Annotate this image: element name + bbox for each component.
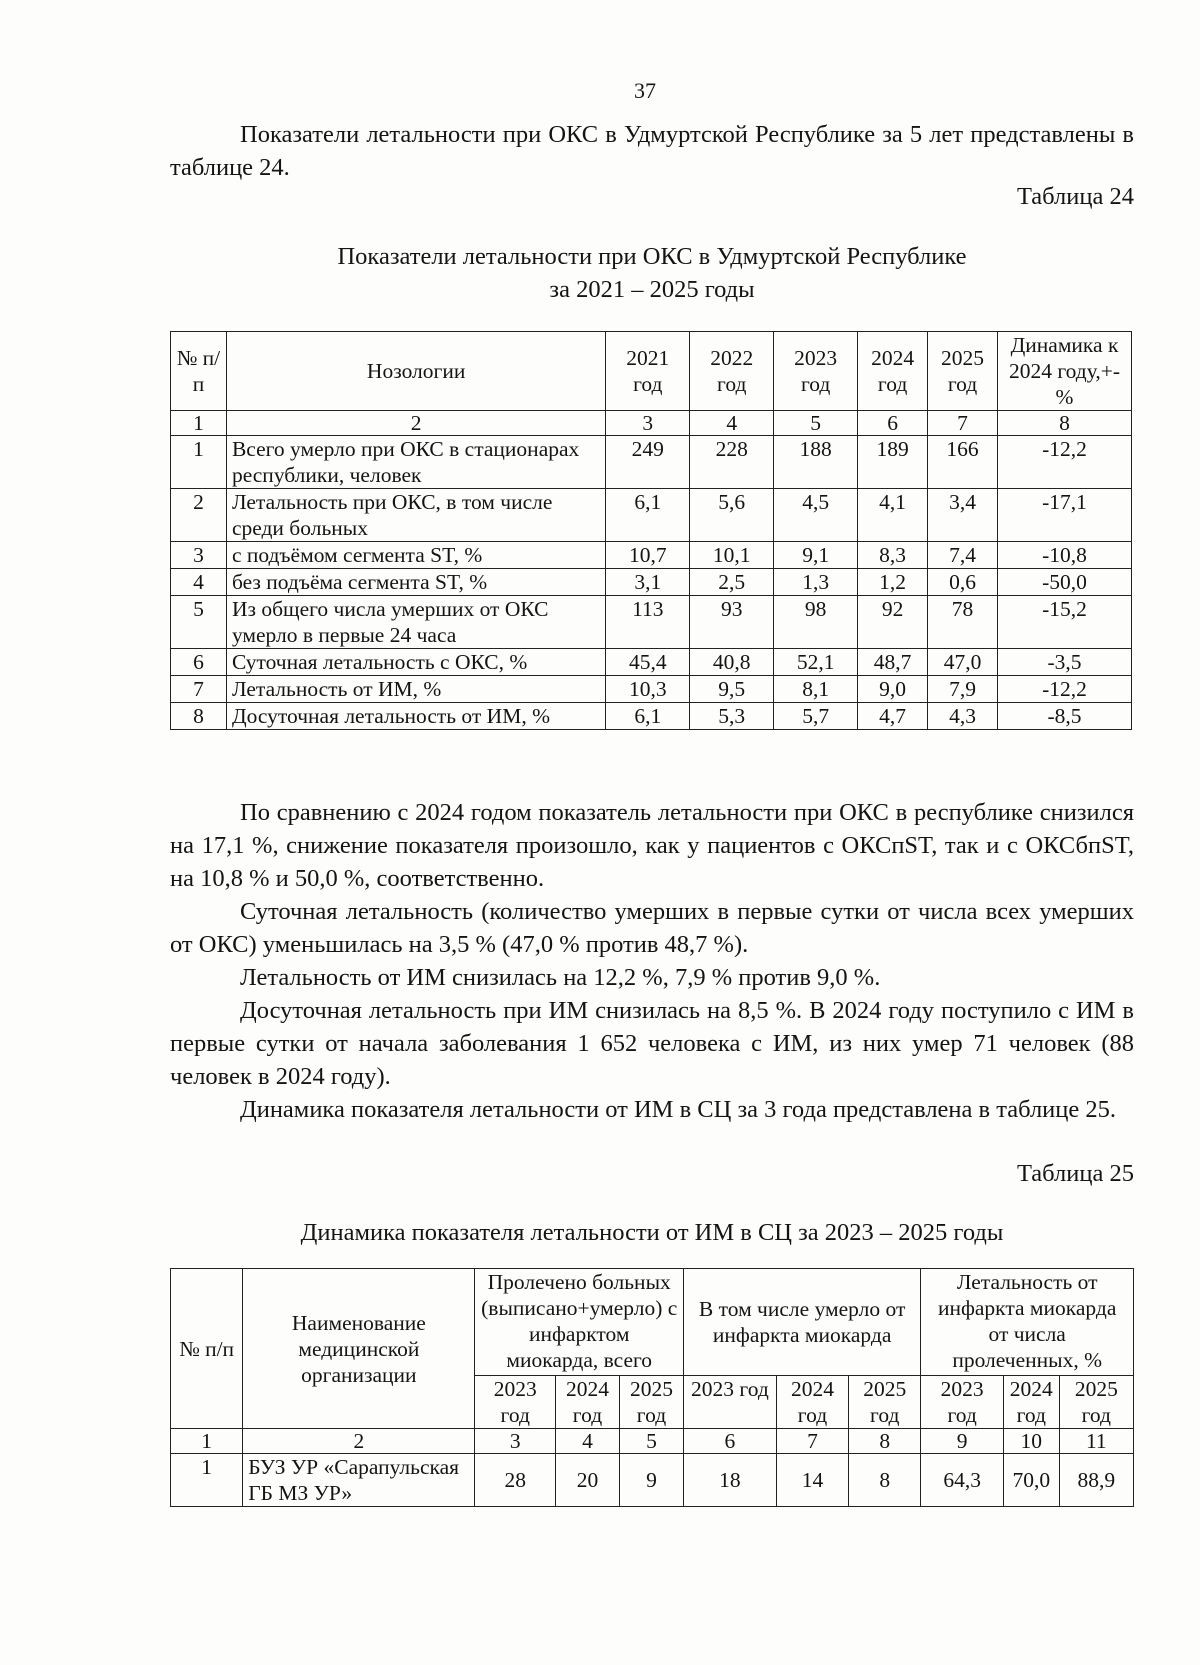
cell-2021: 45,4 xyxy=(606,649,690,676)
cell-dynamics: -10,8 xyxy=(998,542,1132,569)
cell-lethality-2024: 70,0 xyxy=(1003,1454,1059,1507)
cell-2025: 4,3 xyxy=(928,703,998,730)
cell-2024: 9,0 xyxy=(858,676,928,703)
header-lethality: Летальность от инфаркта миокарда от числа пролеченных, % xyxy=(921,1269,1134,1376)
table-24-label: Таблица 24 xyxy=(1016,183,1134,210)
cell-died-2023: 18 xyxy=(683,1454,776,1507)
table-25-column-numbers xyxy=(171,1429,1134,1454)
col-number: 2 xyxy=(226,411,605,436)
table-row xyxy=(171,596,1132,649)
row-num: 4 xyxy=(171,569,227,596)
col-number: 5 xyxy=(619,1429,683,1454)
header-dynamics: Динамика к 2024 году,+- % xyxy=(998,332,1132,411)
col-number: 7 xyxy=(776,1429,848,1454)
row-num: 1 xyxy=(171,436,227,489)
cell-2021: 10,7 xyxy=(606,542,690,569)
cell-treated-2025: 9 xyxy=(619,1454,683,1507)
row-num: 1 xyxy=(171,1454,243,1507)
cell-lethality-2023: 64,3 xyxy=(921,1454,1004,1507)
cell-2022: 228 xyxy=(690,436,774,489)
row-num: 6 xyxy=(171,649,227,676)
cell-2024: 8,3 xyxy=(858,542,928,569)
cell-2022: 9,5 xyxy=(690,676,774,703)
table-24-caption-line2: за 2021 – 2025 годы xyxy=(549,276,755,303)
col-number: 7 xyxy=(928,411,998,436)
cell-2025: 47,0 xyxy=(928,649,998,676)
row-name: Всего умерло при ОКС в стационарах республики, человек xyxy=(226,436,605,489)
cell-2025: 166 xyxy=(928,436,998,489)
header-year: 2025 год xyxy=(619,1376,683,1429)
row-name: Досуточная летальность от ИМ, % xyxy=(226,703,605,730)
cell-2021: 6,1 xyxy=(606,489,690,542)
paragraph: Летальность от ИМ снизилась на 12,2 %, 7,9 % против 9,0 %. xyxy=(240,964,881,991)
cell-2022: 10,1 xyxy=(690,542,774,569)
cell-2023: 4,5 xyxy=(774,489,858,542)
cell-treated-2023: 28 xyxy=(475,1454,556,1507)
cell-2021: 3,1 xyxy=(606,569,690,596)
cell-2021: 113 xyxy=(606,596,690,649)
header-year: 2024 год xyxy=(1003,1376,1059,1429)
header-2023: 2023 год xyxy=(774,332,858,411)
cell-lethality-2025: 88,9 xyxy=(1059,1454,1133,1507)
row-name: Летальность от ИМ, % xyxy=(226,676,605,703)
col-number: 1 xyxy=(171,1429,243,1454)
cell-2023: 5,7 xyxy=(774,703,858,730)
table-24-caption-line1: Показатели летальности при ОКС в Удмуртской Республике xyxy=(337,243,967,270)
cell-2025: 0,6 xyxy=(928,569,998,596)
header-year: 2023 год xyxy=(475,1376,556,1429)
cell-dynamics: -3,5 xyxy=(998,649,1132,676)
row-name: без подъёма сегмента ST, % xyxy=(226,569,605,596)
col-number: 11 xyxy=(1059,1429,1133,1454)
header-num: № п/п xyxy=(171,1269,243,1429)
cell-2024: 189 xyxy=(858,436,928,489)
col-number: 4 xyxy=(555,1429,619,1454)
table-24-column-numbers xyxy=(171,411,1132,436)
paragraph: Динамика показателя летальности от ИМ в СЦ за 3 года представлена в таблице 25. xyxy=(240,1096,1117,1123)
cell-died-2024: 14 xyxy=(776,1454,848,1507)
cell-2025: 7,4 xyxy=(928,542,998,569)
header-num: № п/п xyxy=(171,332,227,411)
cell-2022: 2,5 xyxy=(690,569,774,596)
cell-2025: 7,9 xyxy=(928,676,998,703)
table-25 xyxy=(170,1268,1134,1507)
paragraph: Суточная летальность (количество умерших в первые сутки от числа всех умерших от ОКС) уменьшилась на 3,5 % (47,0 % против 48,7 %). xyxy=(170,898,1134,958)
header-year: 2023 год xyxy=(683,1376,776,1429)
cell-2024: 92 xyxy=(858,596,928,649)
row-name: Из общего числа умерших от ОКС умерло в первые 24 часа xyxy=(226,596,605,649)
cell-2023: 98 xyxy=(774,596,858,649)
cell-2024: 1,2 xyxy=(858,569,928,596)
table-row xyxy=(171,489,1132,542)
table-25-header-row xyxy=(171,1269,1134,1376)
cell-dynamics: -12,2 xyxy=(998,676,1132,703)
cell-2022: 93 xyxy=(690,596,774,649)
header-year: 2025 год xyxy=(1059,1376,1133,1429)
table-row xyxy=(171,676,1132,703)
row-name: с подъёмом сегмента ST, % xyxy=(226,542,605,569)
col-number: 3 xyxy=(606,411,690,436)
header-2021: 2021 год xyxy=(606,332,690,411)
header-2022: 2022 год xyxy=(690,332,774,411)
header-nosology: Нозологии xyxy=(226,332,605,411)
cell-2023: 1,3 xyxy=(774,569,858,596)
row-name: Летальность при ОКС, в том числе среди больных xyxy=(226,489,605,542)
header-year: 2023 год xyxy=(921,1376,1004,1429)
table-24-caption xyxy=(170,240,1134,306)
row-num: 3 xyxy=(171,542,227,569)
table-25-caption: Динамика показателя летальности от ИМ в СЦ за 2023 – 2025 годы xyxy=(300,1219,1004,1246)
header-died: В том числе умерло от инфаркта миокарда xyxy=(683,1269,920,1376)
table-row xyxy=(171,542,1132,569)
cell-dynamics: -12,2 xyxy=(998,436,1132,489)
cell-2024: 4,1 xyxy=(858,489,928,542)
table-row xyxy=(171,569,1132,596)
cell-2023: 188 xyxy=(774,436,858,489)
row-num: 2 xyxy=(171,489,227,542)
table-row xyxy=(171,703,1132,730)
table-24 xyxy=(170,331,1132,730)
cell-2022: 5,6 xyxy=(690,489,774,542)
col-number: 8 xyxy=(998,411,1132,436)
header-year: 2024 год xyxy=(555,1376,619,1429)
cell-2022: 40,8 xyxy=(690,649,774,676)
table-row xyxy=(171,436,1132,489)
header-2025: 2025 год xyxy=(928,332,998,411)
col-number: 6 xyxy=(683,1429,776,1454)
cell-treated-2024: 20 xyxy=(555,1454,619,1507)
cell-2021: 6,1 xyxy=(606,703,690,730)
cell-2023: 9,1 xyxy=(774,542,858,569)
table-24-header-row xyxy=(171,332,1132,411)
cell-2023: 52,1 xyxy=(774,649,858,676)
header-year: 2024 год xyxy=(776,1376,848,1429)
cell-dynamics: -50,0 xyxy=(998,569,1132,596)
paragraph: По сравнению с 2024 годом показатель летальности при ОКС в республике снизился на 17,1 %, снижение показателя произошло, как у пациентов с ОКСпST, так и с ОКСбпST, на 10,8 % и 50,0 %, соответственно. xyxy=(170,799,1134,892)
row-num: 7 xyxy=(171,676,227,703)
row-name: Суточная летальность с ОКС, % xyxy=(226,649,605,676)
cell-2025: 78 xyxy=(928,596,998,649)
paragraph: Досуточная летальность при ИМ снизилась на 8,5 %. В 2024 году поступило с ИМ в первые сутки от начала заболевания 1 652 человека с ИМ, из них умер 71 человек (88 человек в 2024 году). xyxy=(170,997,1134,1090)
col-number: 1 xyxy=(171,411,227,436)
col-number: 4 xyxy=(690,411,774,436)
cell-dynamics: -17,1 xyxy=(998,489,1132,542)
cell-2025: 3,4 xyxy=(928,489,998,542)
row-num: 5 xyxy=(171,596,227,649)
row-num: 8 xyxy=(171,703,227,730)
table-row xyxy=(171,1454,1134,1507)
row-name: БУЗ УР «Сарапульская ГБ МЗ УР» xyxy=(243,1454,475,1507)
header-2024: 2024 год xyxy=(858,332,928,411)
cell-dynamics: -15,2 xyxy=(998,596,1132,649)
cell-2022: 5,3 xyxy=(690,703,774,730)
header-treated: Пролечено больных (выписано+умерло) с инфарктом миокарда, всего xyxy=(475,1269,683,1376)
col-number: 3 xyxy=(475,1429,556,1454)
cell-2023: 8,1 xyxy=(774,676,858,703)
cell-died-2025: 8 xyxy=(849,1454,921,1507)
col-number: 9 xyxy=(921,1429,1004,1454)
page-number: 37 xyxy=(634,78,656,103)
cell-2024: 4,7 xyxy=(858,703,928,730)
cell-dynamics: -8,5 xyxy=(998,703,1132,730)
cell-2024: 48,7 xyxy=(858,649,928,676)
table-25-label: Таблица 25 xyxy=(1016,1160,1134,1187)
table-row xyxy=(171,649,1132,676)
col-number: 6 xyxy=(858,411,928,436)
cell-2021: 10,3 xyxy=(606,676,690,703)
col-number: 5 xyxy=(774,411,858,436)
cell-2021: 249 xyxy=(606,436,690,489)
col-number: 2 xyxy=(243,1429,475,1454)
header-year: 2025 год xyxy=(849,1376,921,1429)
col-number: 8 xyxy=(849,1429,921,1454)
intro-paragraph: Показатели летальности при ОКС в Удмуртской Республике за 5 лет представлены в таблице 24. xyxy=(170,121,1134,181)
header-organization: Наименование медицинской организации xyxy=(243,1269,475,1429)
col-number: 10 xyxy=(1003,1429,1059,1454)
